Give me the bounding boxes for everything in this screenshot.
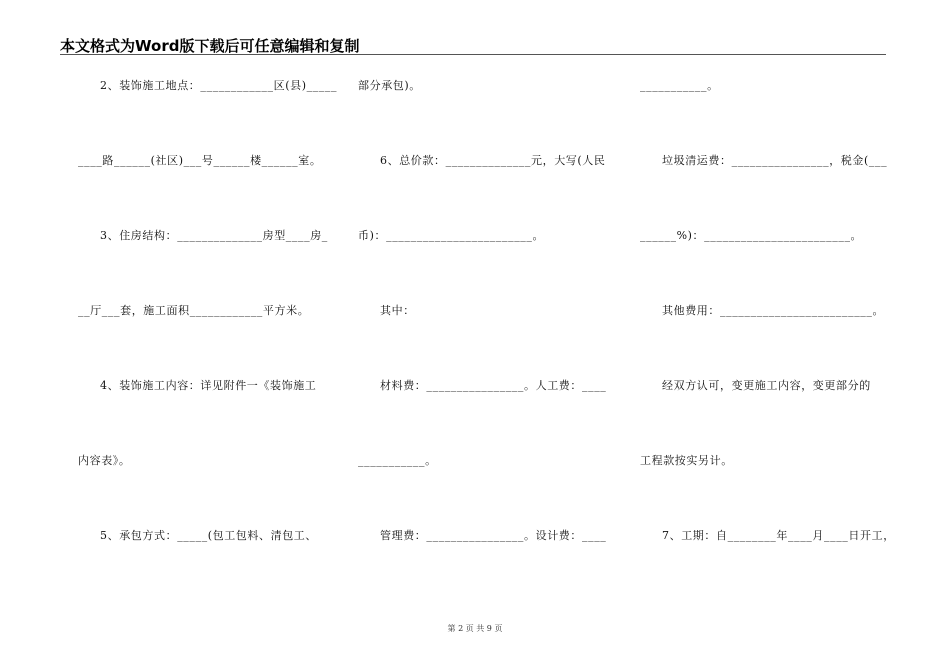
left-line-2: ____路______(社区)___号______楼______室。 (78, 154, 322, 167)
middle-line-2: 6、总价款：______________元，大写(人民 (380, 154, 606, 167)
middle-line-3: 币)：________________________。 (358, 229, 545, 242)
middle-line-7: 管理费：________________。设计费：____ (380, 529, 607, 542)
right-line-1: ___________。 (640, 79, 719, 92)
right-line-3: ______%)：________________________。 (640, 229, 863, 242)
right-line-7: 7、工期：自________年____月____日开工， (662, 529, 895, 542)
left-line-7: 5、承包方式：_____(包工包料、清包工、 (100, 529, 317, 542)
right-line-4: 其他费用：_________________________。 (662, 304, 885, 317)
document-header: 本文格式为Word版下载后可任意编辑和复制 (60, 37, 360, 55)
right-line-2: 垃圾清运费：________________，税金(___ (662, 154, 888, 167)
header-divider (60, 54, 886, 55)
middle-line-4: 其中： (380, 304, 415, 317)
left-line-6: 内容表》。 (78, 454, 131, 467)
right-line-5: 经双方认可，变更施工内容，变更部分的 (662, 379, 871, 392)
left-line-3: 3、住房结构：______________房型____房_ (100, 229, 328, 242)
right-line-6: 工程款按实另计。 (640, 454, 733, 467)
left-line-4: __厅___套，施工面积____________平方米。 (78, 304, 310, 317)
left-line-5: 4、装饰施工内容：详见附件一《装饰施工 (100, 379, 317, 392)
left-line-1: 2、装饰施工地点：____________区(县)_____ (100, 79, 338, 92)
middle-line-5: 材料费：________________。人工费：____ (380, 379, 607, 392)
page-number: 第 2 页 共 9 页 (447, 624, 503, 633)
middle-line-6: ___________。 (358, 454, 437, 467)
middle-line-1: 部分承包)。 (358, 79, 421, 92)
